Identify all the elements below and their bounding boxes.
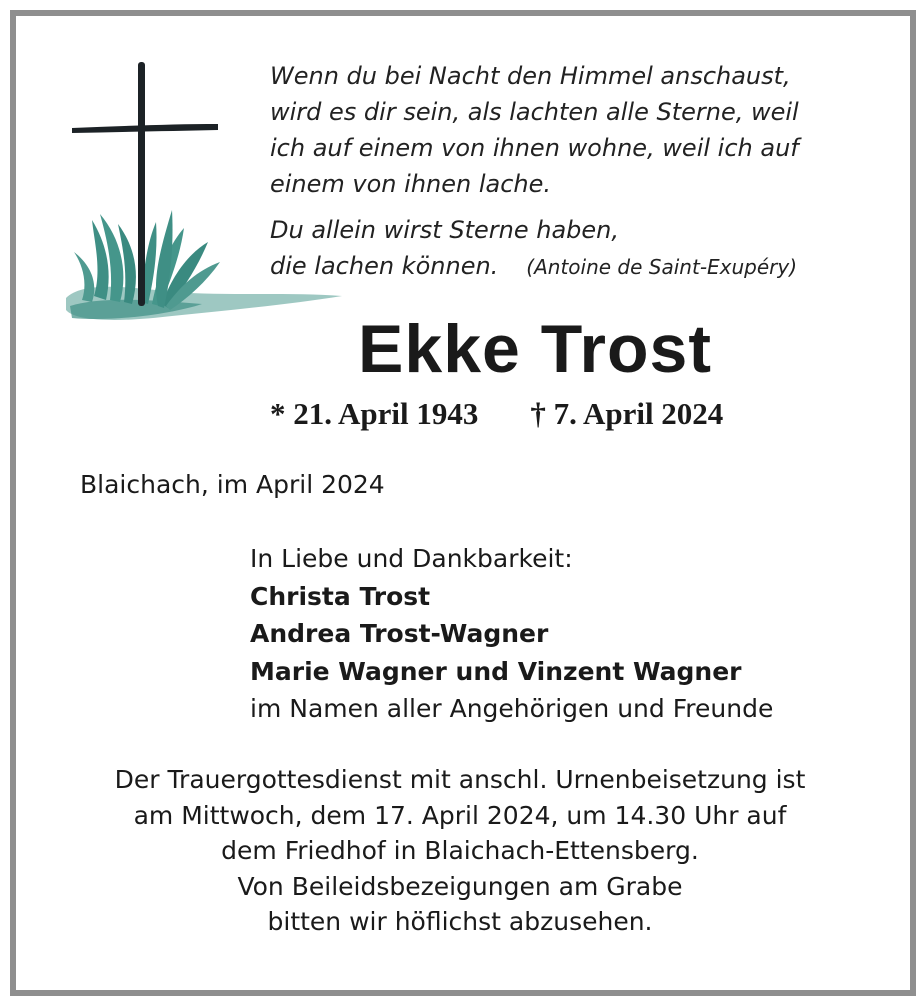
service-line: am Mittwoch, dem 17. April 2024, um 14.30 Uhr auf [133,800,787,830]
life-dates [270,396,723,432]
poem-line: einem von ihnen lache. [270,170,552,198]
death-date: † 7. April 2024 [530,396,724,431]
mourners-intro: In Liebe und Dankbarkeit: [250,544,573,573]
service-notice [30,762,890,940]
birth-date: * 21. April 1943 [270,396,479,431]
poem-author: (Antoine de Saint-Exupéry) [526,255,798,279]
mourner-name: Christa Trost [250,581,431,611]
poem-line: Du allein wirst Sterne haben, [270,216,619,244]
poem-quote [270,58,890,285]
service-line: bitten wir höflichst abzusehen. [267,907,653,936]
place-and-date: Blaichach, im April 2024 [80,470,385,499]
service-line: dem Friedhof in Blaichach-Ettensberg. [221,836,699,865]
deceased-name: Ekke Trost [358,311,712,387]
mourner-name: Marie Wagner und Vinzent Wagner [250,656,742,686]
mourners-block [250,540,773,728]
poem-line: Wenn du bei Nacht den Himmel anschaust, [270,62,791,90]
poem-line-last [270,248,890,285]
poem-line: wird es dir sein, als lachten alle Sterne, weil [270,98,799,126]
poem-line: ich auf einem von ihnen wohne, weil ich auf [270,134,799,162]
service-line: Von Beileidsbezeigungen am Grabe [237,871,683,901]
poem-line: die lachen können. [270,252,499,280]
mourner-name: Andrea Trost-Wagner [250,619,549,648]
service-line: Der Trauergottesdienst mit anschl. Urnenbeisetzung ist [114,765,806,794]
mourners-closing: im Namen aller Angehörigen und Freunde [250,694,774,723]
